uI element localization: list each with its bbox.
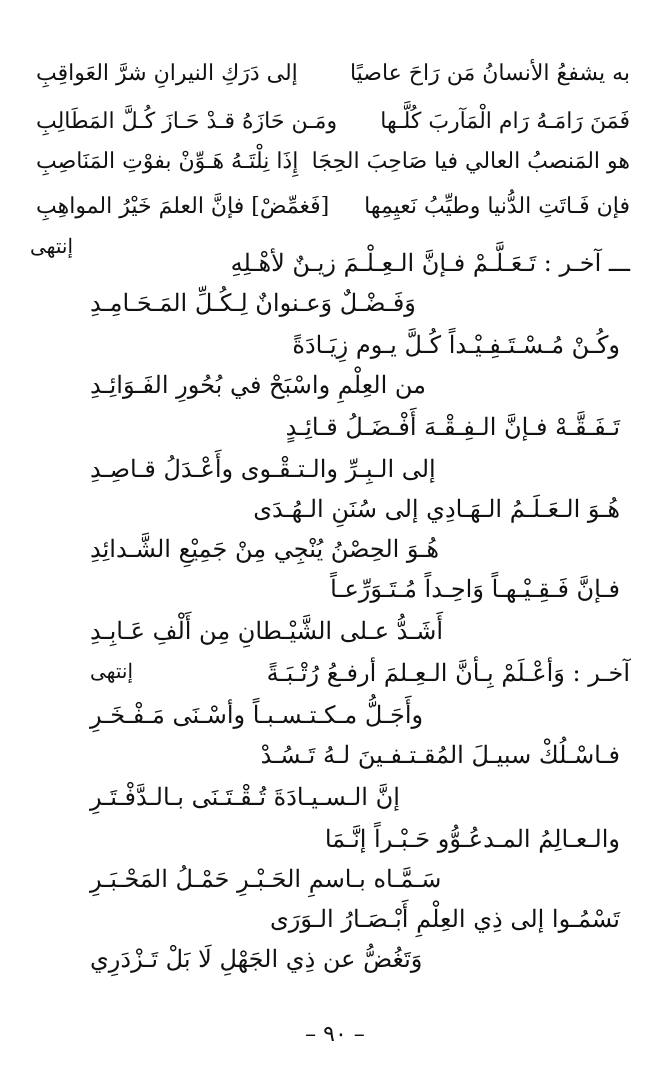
poem-line: أَشَـدُّ عـلى الشَّيْـطانِ مِن أَلْفِ عَـابِـدِ [90,617,444,645]
poem-line: فـإنَّ فَـقِـيْـهـاً وَاحِـداً مُـتَـوَرِّعـاً [330,575,620,603]
poem-line: إلى الـبِـرِّ والـتـقْـوى وأَعْـدَلُ قـاصِـدِ [90,455,436,483]
poem-line: وأَجَـلُّ مـكـتـسـبـاً وأسْـنَى مَـفْـخَـرِ [90,701,424,729]
poem-line: والـعـالِمُ المـدعُـوُّو حَـبْـراً إنَّـمَا [324,825,620,853]
poem-line: آخـر : وَأعْـلَمْ بِـأنَّ الـعِـلمَ أرفـعُ رُتْـبَـةً [266,659,630,687]
verse-hemistich-left: إلى دَرَكِ النيرانِ شرَّ العَواقِبِ [36,61,298,86]
verse-hemistich-right: هو المَنصبُ العالي فيا صَاحِبَ الحِجَا [311,149,630,174]
poem-line: تَـفَـقَّـهْ فـإنَّ الـفِـقْـهَ أَفْـضَـلُ قـائِـدٍ [285,413,620,441]
poem-line: من العِلْمِ واسْبَحْ في بُحُورِ الفَـوَائِـدِ [90,371,427,399]
verse-hemistich-right: به يشفعُ الأنسانُ مَن رَاحَ عاصيًا [349,61,630,86]
verse-hemistich-right: فإن فَـاتَتِ الدُّنيا وطيِّبُ نَعيِمِها [364,194,630,219]
poem-line: فـاسْـلُكْ سبيـلَ المُقـتـفـينَ لـهُ تَـسُـدْ [260,741,620,769]
end-mark: إنتهى [90,659,134,683]
poem-line: هُـوَ الحِصْنُ يُنْجِي مِنْ جَمِيْعِ الشَّـدائِدِ [90,535,440,563]
poem-line: وَفَـضْـلٌ وَعـنوانٌ لِـكُـلِّ المَـحَـامِـدِ [90,289,416,317]
verse-hemistich-right: فَمَنَ رَامَـهُ رَام الْمَآربَ كُلَّـها [380,109,630,134]
verse-hemistich-left: [فَغمِّضْ] فإنَّ العلمَ خَيْرُ المواهِبِ [36,194,330,219]
poem-line: تَسْمُـوا إلى ذِي العِلْمِ أَبْـصَـارُ الـوَرَى [269,905,620,933]
poem-line: ـــ آخـر : تَـعَـلَّـمْ فـإنَّ الـعِـلْـمَ زيـنٌ لأهْـلِهِ [230,249,630,277]
poem-line: سَـمَّـاه بـاسمِ الحَـبْـرِ حَمْـلُ المَحْـبَـرِ [90,865,442,893]
poem-line: هُـوَ الـعَـلَـمُ الـهَـادِي إلى سُنَنِ الـهُـدَى [253,495,620,523]
poem-line: وكُـنْ مُـسْـتَـفِـيْـداً كُـلَّ يـوم زِيَـادَةً [292,331,620,359]
end-mark: إنتهى [30,234,74,258]
poem-line: وَتَغُضُّ عن ذِي الجَهْلِ لَا بَلْ تَـزْدَرِي [90,945,423,973]
poem-line: إنَّ الـسـيـادَةَ تُـقْـتَـنَى بـالـدَّفْـتَـرِ [90,783,400,811]
verse-hemistich-left: ومَـن حَازَهُ قـدْ حَـازَ كُـلَّ المَطَالِبِ [36,109,338,134]
verse-hemistich-left: إِذَا نِلْتَـهُ هَـوِّنْ بفوْتِ المَنَاصِبِ [36,149,299,174]
page-number: – ٩٠ – [305,1022,365,1047]
